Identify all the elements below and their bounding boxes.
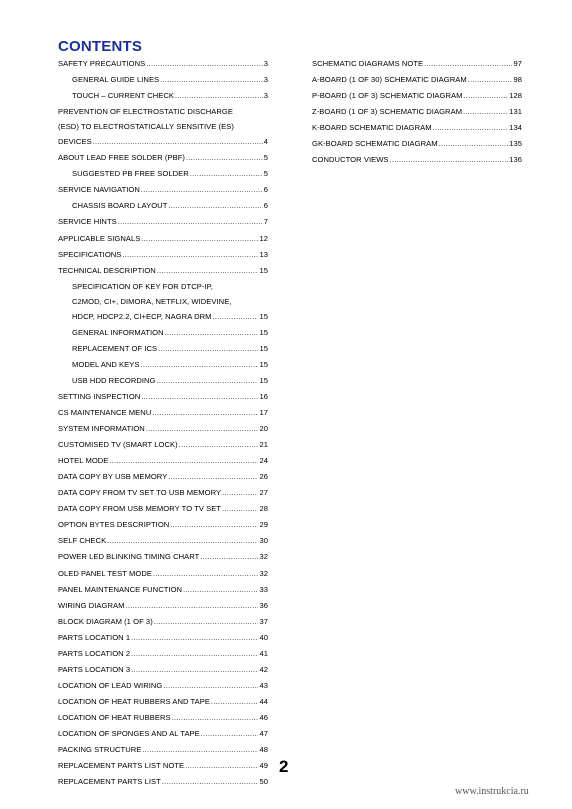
- dot-leader: [126, 599, 259, 614]
- toc-entry-text: CUSTOMISED TV (SMART LOCK): [58, 440, 178, 450]
- toc-entry-text: SCHEMATIC DIAGRAMS NOTE: [312, 59, 424, 68]
- dot-leader: [190, 167, 263, 182]
- toc-entry: [58, 501, 268, 517]
- toc-entry: [58, 357, 268, 373]
- toc-entry-page: 28: [259, 504, 268, 514]
- toc-entry-text: SAFETY PRECAUTIONS: [58, 59, 146, 68]
- toc-entry-page: 50: [259, 777, 268, 787]
- toc-entry: [58, 566, 268, 582]
- toc-entry-text: SYSTEM INFORMATION: [58, 424, 145, 434]
- toc-entry: [58, 341, 268, 357]
- dot-leader: [160, 73, 263, 88]
- toc-entry: [58, 437, 268, 453]
- toc-entry-page: 41: [259, 648, 268, 658]
- toc-entry-page: 36: [259, 600, 268, 610]
- dot-leader: [165, 326, 259, 341]
- toc-entry-page: 15: [259, 375, 268, 385]
- toc-entry: [58, 742, 268, 758]
- toc-entry-page: 43: [259, 680, 268, 690]
- toc-entry: [58, 469, 268, 485]
- toc-entry-page: 15: [259, 265, 268, 275]
- toc-entry-text: SETTING INSPECTION: [58, 391, 141, 401]
- dot-leader: [107, 534, 258, 549]
- toc-entry-text: WIRING DIAGRAM: [58, 600, 125, 610]
- toc-entry-page: 33: [259, 584, 268, 594]
- toc-entry: [58, 56, 268, 72]
- toc-entry-page: 15: [259, 327, 268, 337]
- dot-leader: [463, 105, 508, 120]
- toc-entry-page: 136: [509, 155, 522, 165]
- toc-entry-text: OPTION BYTES DESCRIPTION: [58, 520, 170, 530]
- toc-entry-page: 135: [509, 139, 522, 149]
- toc-entry: [58, 325, 268, 341]
- toc-entry-page: 47: [259, 728, 268, 738]
- toc-entry-page: 15: [259, 311, 268, 321]
- toc-entry: [58, 150, 268, 166]
- dot-leader: [424, 57, 512, 72]
- toc-entry: [58, 405, 268, 421]
- dot-leader: [183, 583, 258, 598]
- toc-entry-text: LOCATION OF LEAD WIRING: [58, 680, 163, 690]
- dot-leader: [170, 518, 258, 533]
- dot-leader: [172, 711, 259, 726]
- dot-leader: [201, 727, 259, 742]
- toc-entry: [58, 710, 268, 726]
- dot-leader: [141, 358, 259, 373]
- toc-entry-page: 13: [259, 249, 268, 259]
- toc-entry: [312, 72, 522, 88]
- toc-entry-page: 40: [259, 632, 268, 642]
- toc-entry-text: CONDUCTOR VIEWS: [312, 155, 389, 165]
- toc-entry-page: 6: [263, 185, 268, 195]
- toc-entry-text: MODEL AND KEYS: [72, 359, 140, 369]
- dot-leader: [168, 199, 262, 214]
- toc-entry: [58, 198, 268, 214]
- dot-leader: [131, 663, 258, 678]
- toc-entry-text: TOUCH – CURRENT CHECK: [72, 91, 175, 101]
- toc-entry-page: 27: [259, 488, 268, 498]
- toc-entry-text: LOCATION OF SPONGES AND AL TAPE: [58, 728, 200, 738]
- toc-entry-text: PARTS LOCATION 1: [58, 632, 131, 642]
- toc-entry-text: REPLACEMENT OF ICS: [72, 343, 158, 353]
- dot-leader: [439, 137, 509, 152]
- dot-leader: [146, 57, 262, 72]
- toc-entry: [58, 630, 268, 646]
- dot-leader: [175, 89, 263, 104]
- toc-entry-text: PREVENTION OF ELECTROSTATIC DISCHARGE: [58, 107, 233, 117]
- toc-entry-page: 44: [259, 696, 268, 706]
- toc-entry-page: 48: [259, 745, 268, 755]
- dot-leader: [200, 550, 258, 565]
- dot-leader: [141, 232, 258, 247]
- toc-entry-text: SERVICE HINTS: [58, 217, 117, 227]
- dot-leader: [118, 215, 263, 230]
- dot-leader: [179, 438, 259, 453]
- toc-entry-text: SELF CHECK: [58, 536, 107, 546]
- toc-entry-text: TECHNICAL DESCRIPTION: [58, 265, 156, 275]
- page-number: 2: [279, 757, 289, 776]
- toc-entry-text: POWER LED BLINKING TIMING CHART: [58, 552, 200, 562]
- toc-entry-text: PARTS LOCATION 2: [58, 648, 131, 658]
- toc-entry-text: P-BOARD (1 OF 3) SCHEMATIC DIAGRAM: [312, 91, 463, 101]
- dot-leader: [142, 743, 258, 758]
- toc-entry: [58, 549, 268, 565]
- toc-entry-page: 5: [263, 153, 268, 163]
- toc-entry-text: ABOUT LEAD FREE SOLDER (PBF): [58, 153, 186, 163]
- dot-leader: [109, 454, 258, 469]
- toc-entry: [58, 134, 268, 150]
- dot-leader: [131, 631, 258, 646]
- toc-entry: [58, 119, 268, 134]
- toc-entry: [58, 421, 268, 437]
- toc-entry-page: 15: [259, 359, 268, 369]
- dot-leader: [146, 422, 259, 437]
- toc-entry-text: CS MAINTENANCE MENU: [58, 408, 152, 418]
- toc-entry: [58, 309, 268, 325]
- dot-leader: [433, 121, 509, 136]
- toc-entry-text: PANEL MAINTENANCE FUNCTION: [58, 584, 183, 594]
- toc-entry-page: 26: [259, 472, 268, 482]
- toc-entry-page: 6: [263, 201, 268, 211]
- toc-entry-text: C2MOD, CI+, DIMORA, NETFLIX, WIDEVINE,: [72, 296, 232, 306]
- toc-entry-text: PARTS LOCATION 3: [58, 664, 131, 674]
- toc-entry-text: CHASSIS BOARD LAYOUT: [72, 201, 168, 211]
- toc-entry: [58, 774, 268, 790]
- toc-entry-text: A-BOARD (1 OF 30) SCHEMATIC DIAGRAM: [312, 75, 467, 85]
- toc-entry-text: LOCATION OF HEAT RUBBERS: [58, 712, 171, 722]
- toc-entry-text: DATA COPY FROM TV SET TO USB MEMORY: [58, 488, 222, 498]
- toc-entry-text: GENERAL INFORMATION: [72, 327, 164, 337]
- dot-leader: [152, 406, 258, 421]
- toc-entry: [58, 214, 268, 230]
- dot-leader: [157, 374, 259, 389]
- toc-entry-page: 128: [509, 91, 522, 101]
- toc-entry-text: BLOCK DIAGRAM (1 OF 3): [58, 616, 153, 626]
- dot-leader: [141, 390, 258, 405]
- toc-entry-page: 12: [259, 233, 268, 243]
- dot-leader: [153, 567, 258, 582]
- dot-leader: [141, 183, 263, 198]
- toc-entry-page: 46: [259, 712, 268, 722]
- toc-entry-text: SPECIFICATIONS: [58, 249, 122, 259]
- dot-leader: [162, 775, 259, 790]
- toc-entry-text: SERVICE NAVIGATION: [58, 185, 140, 195]
- toc-entry-page: 42: [259, 664, 268, 674]
- toc-entry-page: 97: [513, 59, 522, 68]
- toc-entry-text: K-BOARD SCHEMATIC DIAGRAM: [312, 123, 432, 133]
- toc-entry: [58, 517, 268, 533]
- dot-leader: [168, 470, 258, 485]
- toc-entry-text: (ESD) TO ELECTROSTATICALLY SENSITIVE (ES): [58, 122, 234, 132]
- toc-entry: [58, 453, 268, 469]
- toc-entry-page: 32: [259, 552, 268, 562]
- toc-entry-text: DATA COPY BY USB MEMORY: [58, 472, 168, 482]
- dot-leader: [222, 486, 258, 501]
- toc-entry: [58, 88, 268, 104]
- toc-entry-text: LOCATION OF HEAT RUBBERS AND TAPE: [58, 696, 211, 706]
- toc-entry-text: REPLACEMENT PARTS LIST: [58, 777, 161, 787]
- toc-entry: [58, 533, 268, 549]
- toc-entry: [58, 182, 268, 198]
- toc-entry-page: 21: [259, 440, 268, 450]
- dot-leader: [122, 248, 258, 263]
- toc-entry: [312, 136, 522, 152]
- toc-entry: [58, 582, 268, 598]
- toc-entry: [58, 231, 268, 247]
- toc-entry-page: 29: [259, 520, 268, 530]
- contents-title: CONTENTS: [58, 38, 143, 55]
- toc-entry-text: SUGGESTED PB FREE SOLDER: [72, 169, 189, 179]
- dot-leader: [211, 695, 258, 710]
- dot-leader: [213, 310, 259, 325]
- toc-entry: [58, 694, 268, 710]
- watermark: www.instrukcia.ru: [455, 786, 529, 797]
- dot-leader: [185, 759, 258, 774]
- toc-entry: [58, 758, 268, 774]
- toc-entry-page: 3: [263, 59, 268, 68]
- dot-leader: [157, 264, 259, 279]
- toc-entry: [312, 88, 522, 104]
- toc-entry-page: 49: [259, 761, 268, 771]
- toc-entry: [58, 485, 268, 501]
- dot-leader: [158, 342, 258, 357]
- toc-entry-text: GENERAL GUIDE LINES: [72, 75, 160, 85]
- toc-entry: [312, 152, 522, 168]
- toc-entry: [58, 389, 268, 405]
- toc-entry: [58, 598, 268, 614]
- toc-entry-page: 16: [259, 391, 268, 401]
- toc-entry-page: 37: [259, 616, 268, 626]
- toc-entry: [58, 726, 268, 742]
- toc-entry-text: APPLICABLE SIGNALS: [58, 233, 141, 243]
- toc-entry-text: HDCP, HDCP2.2, CI+ECP, NAGRA DRM: [72, 311, 212, 321]
- toc-entry-page: 131: [509, 107, 522, 117]
- toc-entry: [58, 646, 268, 662]
- toc-entry: [58, 247, 268, 263]
- toc-entry: [58, 294, 268, 309]
- toc-entry-page: 3: [263, 91, 268, 101]
- dot-leader: [390, 153, 509, 168]
- toc-entry: [58, 373, 268, 389]
- toc-entry: [312, 56, 522, 72]
- toc-entry-page: 134: [509, 123, 522, 133]
- toc-entry-page: 17: [259, 408, 268, 418]
- toc-entry-page: 3: [263, 75, 268, 85]
- dot-leader: [131, 647, 258, 662]
- toc-left-column: [58, 56, 268, 790]
- toc-entry-page: 32: [259, 568, 268, 578]
- toc-entry: [58, 678, 268, 694]
- toc-entry: [58, 263, 268, 279]
- toc-entry-text: DATA COPY FROM USB MEMORY TO TV SET: [58, 504, 222, 514]
- toc-entry-page: 24: [259, 456, 268, 466]
- toc-entry: [58, 662, 268, 678]
- toc-entry: [58, 104, 268, 119]
- toc-entry-page: 20: [259, 424, 268, 434]
- toc-entry: [58, 72, 268, 88]
- toc-entry: [58, 166, 268, 182]
- toc-entry-page: 15: [259, 343, 268, 353]
- toc-entry-text: USB HDD RECORDING: [72, 375, 156, 385]
- toc-entry-page: 98: [513, 75, 522, 85]
- dot-leader: [154, 615, 259, 630]
- toc-entry-page: 30: [259, 536, 268, 546]
- toc-entry-text: SPECIFICATION OF KEY FOR DTCP-IP,: [72, 281, 213, 291]
- dot-leader: [163, 679, 258, 694]
- toc-entry: [312, 120, 522, 136]
- toc-entry: [312, 104, 522, 120]
- toc-entry-text: GK-BOARD SCHEMATIC DIAGRAM: [312, 139, 438, 149]
- dot-leader: [464, 89, 509, 104]
- dot-leader: [468, 73, 513, 88]
- toc-entry-text: OLED PANEL TEST MODE: [58, 568, 152, 578]
- toc-entry-text: REPLACEMENT PARTS LIST NOTE: [58, 761, 185, 771]
- toc-entry: [58, 614, 268, 630]
- toc-entry-text: Z-BOARD (1 OF 3) SCHEMATIC DIAGRAM: [312, 107, 463, 117]
- toc-entry: [58, 279, 268, 294]
- dot-leader: [222, 502, 258, 517]
- toc-right-column: [312, 56, 522, 168]
- toc-entry-page: 5: [263, 169, 268, 179]
- toc-entry-text: DEVICES: [58, 137, 92, 147]
- toc-entry-page: 7: [263, 217, 268, 227]
- toc-entry-text: HOTEL MODE: [58, 456, 109, 466]
- toc-entry-text: PACKING STRUCTURE: [58, 745, 142, 755]
- dot-leader: [186, 151, 263, 166]
- toc-entry-page: 4: [263, 137, 268, 147]
- dot-leader: [93, 135, 263, 150]
